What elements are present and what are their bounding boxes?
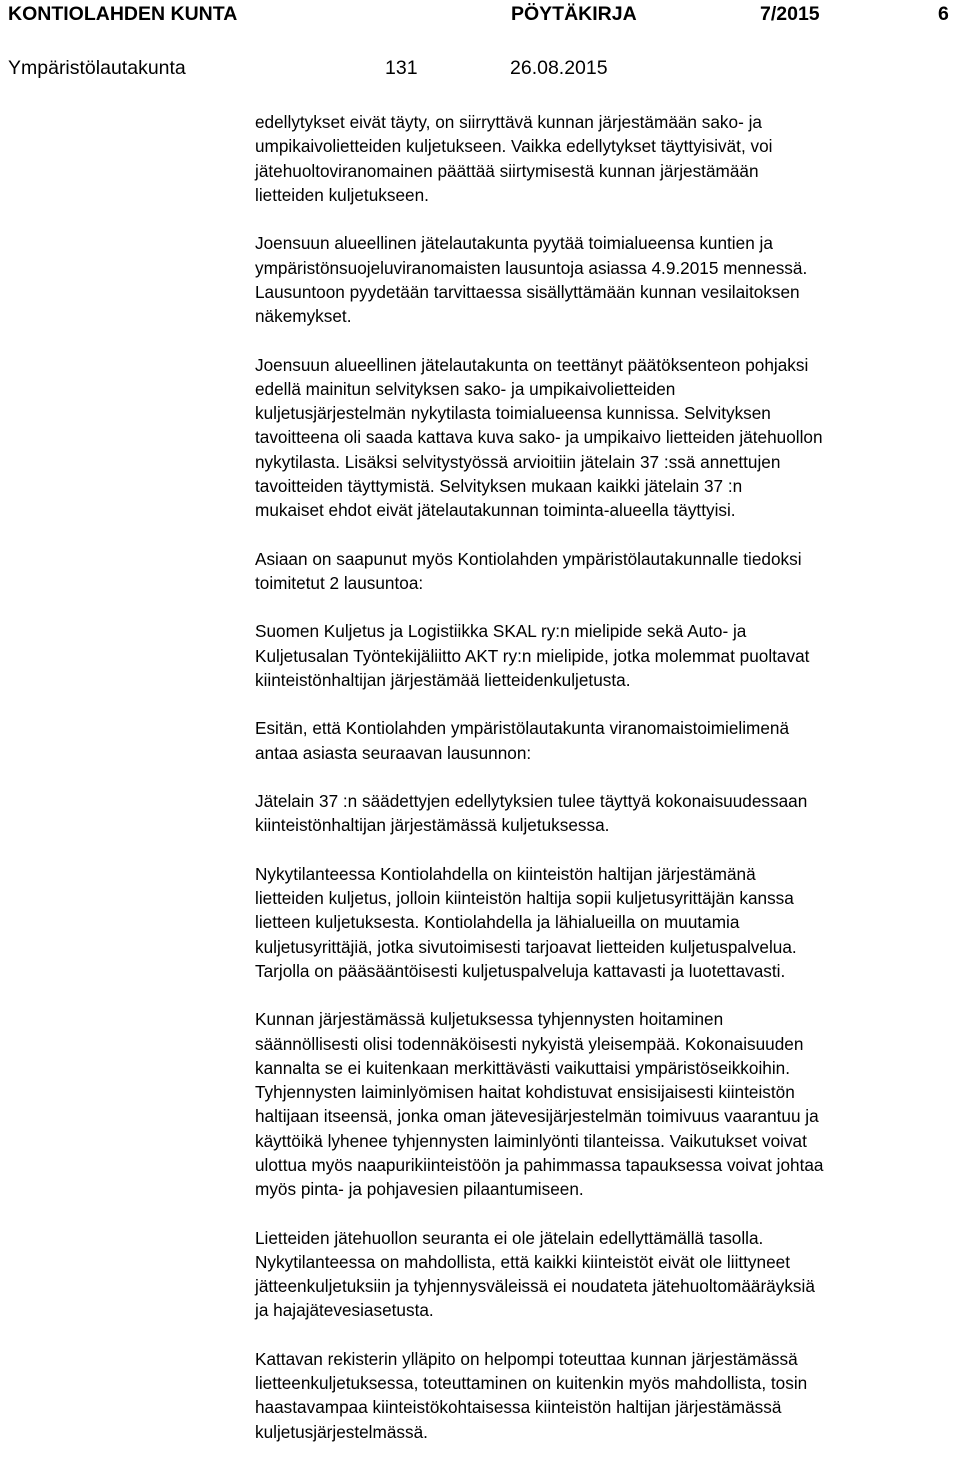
document-type: PÖYTÄKIRJA: [511, 3, 637, 25]
meeting-date: 26.08.2015: [510, 57, 608, 79]
paragraph: Joensuun alueellinen jätelautakunta pyytää toimialueensa kuntien ja ympäristönsuojeluviranomaisten lausuntoja asiassa 4.9.2015 mennessä. Lausuntoon pyydetään tarvittaessa sisällyttämään kunnan vesilaitoksen näkemykset.: [255, 233, 808, 326]
paragraph: Nykytilanteessa Kontiolahdella on kiinteistön haltijan järjestämänä lietteiden kuljetus, jolloin kiinteistön haltija sopii kuljetusyrittäjän kanssa lietteen kuljetuksesta. Kontiolahdella ja lähialueilla on muutamia kuljetusyrittäjiä, jotka sivutoimisesti tarjoavat lietteiden kuljetuspalvelua. Tarjolla on pääsääntöisesti kuljetuspalveluja kattavasti ja luotettavasti.: [255, 863, 797, 981]
paragraph: Joensuun alueellinen jätelautakunta on teettänyt päätöksenteon pohjaksi edellä mainitun selvityksen sako- ja umpikaivolietteiden kuljetusjärjestelmän nykytilasta toimialueensa kunnissa. Selvityksen tavoitteena oli saada kattava kuva sako- ja umpikaivo lietteiden jätehuollon nykytilasta. Lisäksi selvitystyössä arvioitiin jätelain 37 :ssä annettujen tavoitteiden täyttymistä. Selvityksen mukaan kaikki jätelain 37 :n mukaiset ehdot eivät jätelautakunnan toiminta-alueella täyttyisi.: [255, 354, 823, 520]
paragraph: Lietteiden jätehuollon seuranta ei ole jätelain edellyttämällä tasolla. Nykytilanteessa on mahdollista, että kaikki kiinteistöt eivät ole liittyneet jätteenkuljetuksiin ja tyhjennysväleissä ei noudateta jätehuoltomääräyksiä ja hajajätevesiasetusta.: [255, 1227, 815, 1321]
section-number: 131: [385, 57, 418, 79]
paragraph: Kunnan järjestämässä kuljetuksessa tyhjennysten hoitaminen säännöllisesti olisi todennäköisesti nykyistä yleisempää. Kokonaisuuden kannalta se ei kuitenkaan merkittävästi vaikuttaisi ympäristöseikkoihin. Tyhjennysten laiminlyömisen haitat kohdistuvat ensisijaisesti kiinteistön haltijaan itseensä, jonka oman jätevesijärjestelmän toimivuus vaarantuu ja käyttöikä lyhenee tyhjennysten laiminlyönti tilanteissa. Vaikutukset voivat ulottua myös naapurikiinteistöön ja pahimmassa tapauksessa voivat johtaa myös pinta- ja pohjavesien pilaantumiseen.: [255, 1009, 824, 1199]
paragraph: edellytykset eivät täyty, on siirryttävä kunnan järjestämään sako- ja umpikaivolietteiden kuljetukseen. Vaikka edellytykset täyttyisivät, voi jätehuoltoviranomainen päättää siirtymisestä kunnan järjestämään lietteiden kuljetukseen.: [255, 112, 773, 205]
document-number: 7/2015: [760, 3, 820, 25]
document-body: [255, 110, 955, 1468]
paragraph: Esitän, että Kontiolahden ympäristölautakunta viranomaistoimielimenä antaa asiasta seuraavan lausunnon:: [255, 718, 790, 763]
municipality-name: KONTIOLAHDEN KUNTA: [8, 3, 238, 25]
board-name: Ympäristölautakunta: [8, 57, 186, 79]
paragraph: Asiaan on saapunut myös Kontiolahden ympäristölautakunnalle tiedoksi toimitetut 2 lausuntoa:: [255, 548, 802, 593]
page-number: 6: [938, 3, 949, 25]
paragraph: Jätelain 37 :n säädettyjen edellytyksien tulee täyttyä kokonaisuudessaan kiinteistönhaltijan järjestämässä kuljetuksessa.: [255, 791, 808, 836]
paragraph: Suomen Kuljetus ja Logistiikka SKAL ry:n mielipide sekä Auto- ja Kuljetusalan Työntekijäliitto AKT ry:n mielipide, jotka molemmat puoltavat kiinteistönhaltijan järjestämää lietteidenkuljetusta.: [255, 621, 810, 690]
paragraph: Kattavan rekisterin ylläpito on helpompi toteuttaa kunnan järjestämässä lietteenkuljetuksessa, toteuttaminen on kuitenkin myös mahdollista, tosin haastavampaa kiinteistökohtaisessa kiinteistön haltijan järjestämässä kuljetusjärjestelmässä.: [255, 1348, 808, 1442]
